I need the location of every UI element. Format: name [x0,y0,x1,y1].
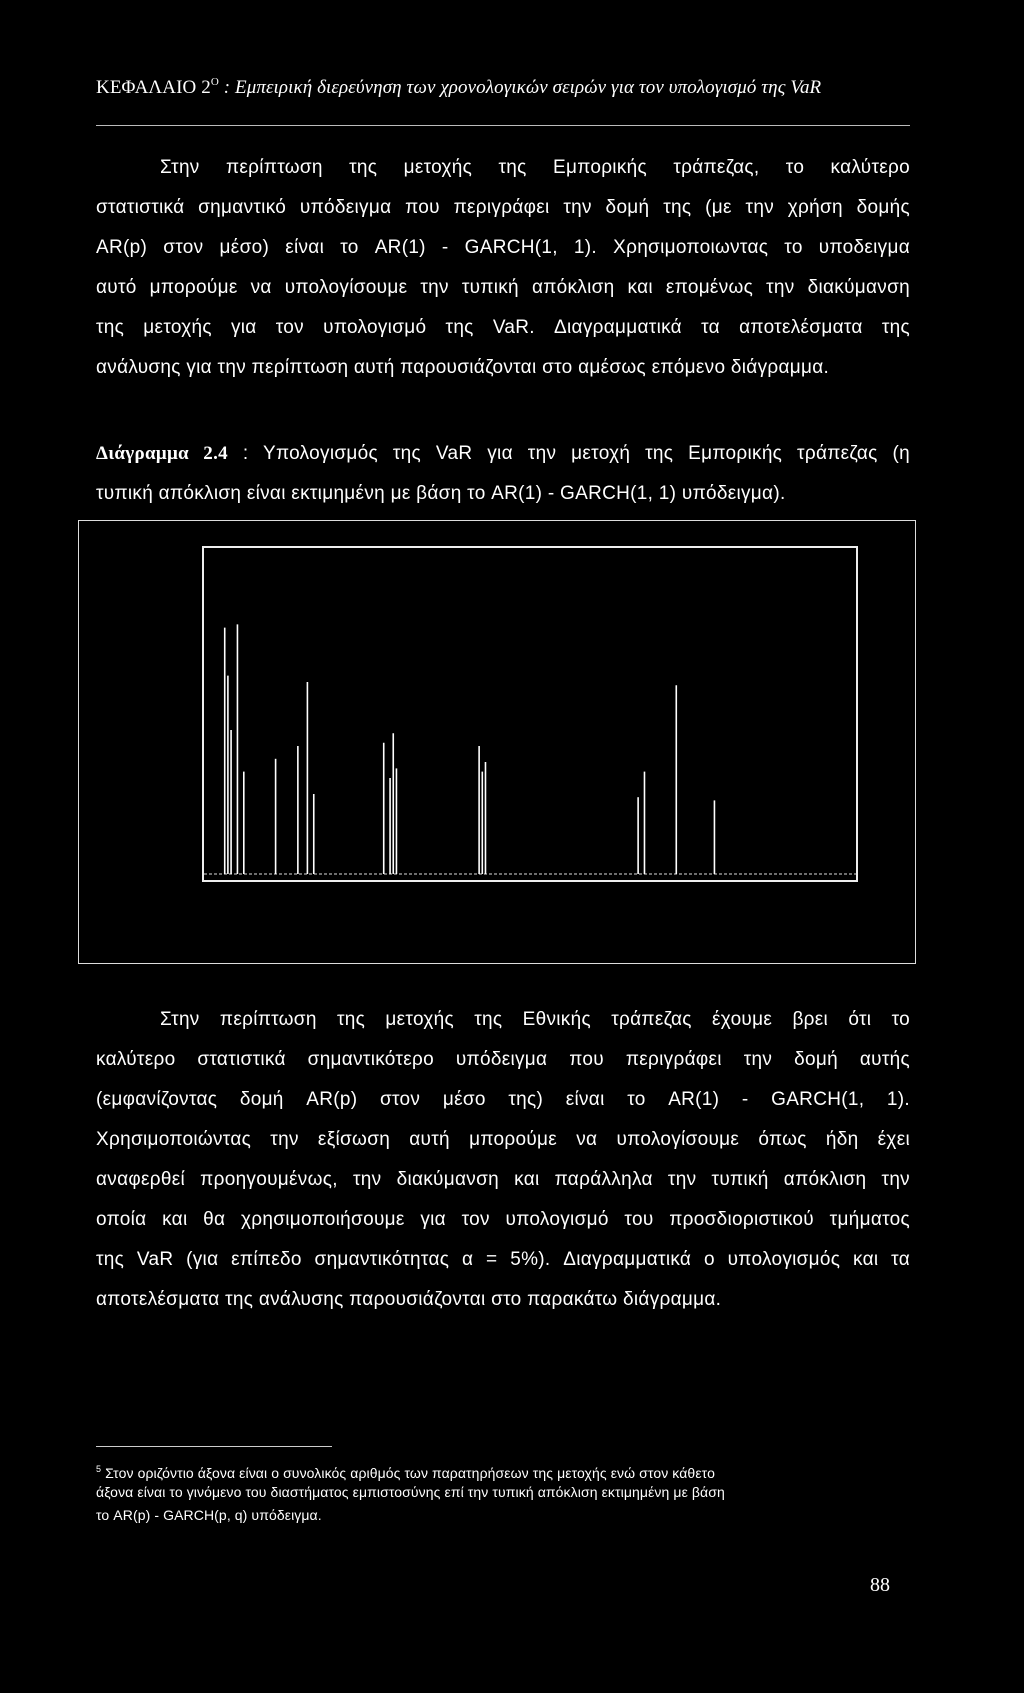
footnote-text: το AR(p) - GARCH(p, q) υπόδειγμα. [96,1507,322,1523]
paragraph-line: της μετοχής για τον υπολογισμό της VaR. Διαγραμματικά τα αποτελέσματα της [96,317,910,338]
header-rule [96,125,910,126]
paragraph-line: αυτό μπορούμε να υπολογίσουμε την τυπική απόκλιση και επομένως την διακύμανση [96,277,910,298]
footnote-marker: 5 [96,1464,102,1474]
paragraph-line: AR(p) στον μέσο) είναι το AR(1) - GARCH(1, 1). Χρησιμοποιωντας το υποδειγμα [96,237,910,258]
paragraph-line: της VaR (για επίπεδο σημαντικότητας α = 5%). Διαγραμματικά ο υπολογισμός και τα [96,1249,910,1270]
plot-area [202,546,858,882]
footnote-rule [96,1446,332,1447]
footnote [96,1458,910,1527]
paragraph-line: αναφερθεί προηγουμένως, την διακύμανση και παράλληλα την τυπική απόκλιση την [96,1169,910,1190]
paragraph-line: Στην περίπτωση της μετοχής της Εθνικής τράπεζας έχουμε βρει ότι το [160,1009,910,1030]
paragraph-line: αποτελέσματα της ανάλυσης παρουσιάζονται στο παρακάτω διάγραμμα. [96,1289,722,1310]
paragraph-line: ανάλυσης για την περίπτωση αυτή παρουσιάζονται στο αμέσως επόμενο διάγραμμα. [96,357,830,378]
paragraph-line: στατιστικά σημαντικό υπόδειγμα που περιγράφει την δομή της (με την χρήση δομής [96,197,910,218]
var-chart [204,548,856,880]
paragraph-line: Στην περίπτωση της μετοχής της Εμπορικής τράπεζας, το καλύτερο [160,157,910,178]
paragraph-line: (εμφανίζοντας δομή AR(p) στον μέσο της) είναι το AR(1) - GARCH(1, 1). [96,1089,910,1110]
figure-caption [96,434,910,514]
caption-text: : Υπολογισμός της VaR για την μετοχή της Εμπορικής τράπεζας (η [227,443,910,464]
paragraph-line: καλύτερο στατιστικά σημαντικότερο υπόδειγμα που περιγράφει την δομή αυτής [96,1049,910,1070]
paragraph-line: οποία και θα χρησιμοποιήσουμε για τον υπολογισμό του προσδιοριστικού τμήματος [96,1209,910,1230]
footnote-text: Στον οριζόντιο άξονα είναι ο συνολικός αριθμός των παρατηρήσεων της μετοχής ενώ στον κάθετο [101,1465,715,1481]
footnote-text: άξονα είναι το γινόμενο του διαστήματος εμπιστοσύνης επί την τυπική απόκλιση εκτιμημένη με βάση [96,1484,725,1500]
caption-text-line2: τυπική απόκλιση είναι εκτιμημένη με βάση το AR(1) - GARCH(1, 1) υπόδειγμα). [96,483,786,504]
chapter-subtitle: : Εμπειρική διερεύνηση των χρονολογικών σειρών για τον υπολογισμό της VaR [218,77,822,98]
caption-label: Διάγραμμα 2.4 [96,443,228,464]
chapter-label: ΚΕΦΑΛΑΙΟ 2 [96,77,211,98]
paragraph-line: Χρησιμοποιώντας την εξίσωση αυτή μπορούμε να υπολογίσουμε όπως ήδη έχει [96,1129,910,1150]
paragraph-1 [96,148,910,388]
chapter-superscript: Ο [210,76,219,88]
running-header [96,76,916,99]
page-number: 88 [870,1574,890,1596]
paragraph-2 [96,1000,910,1320]
